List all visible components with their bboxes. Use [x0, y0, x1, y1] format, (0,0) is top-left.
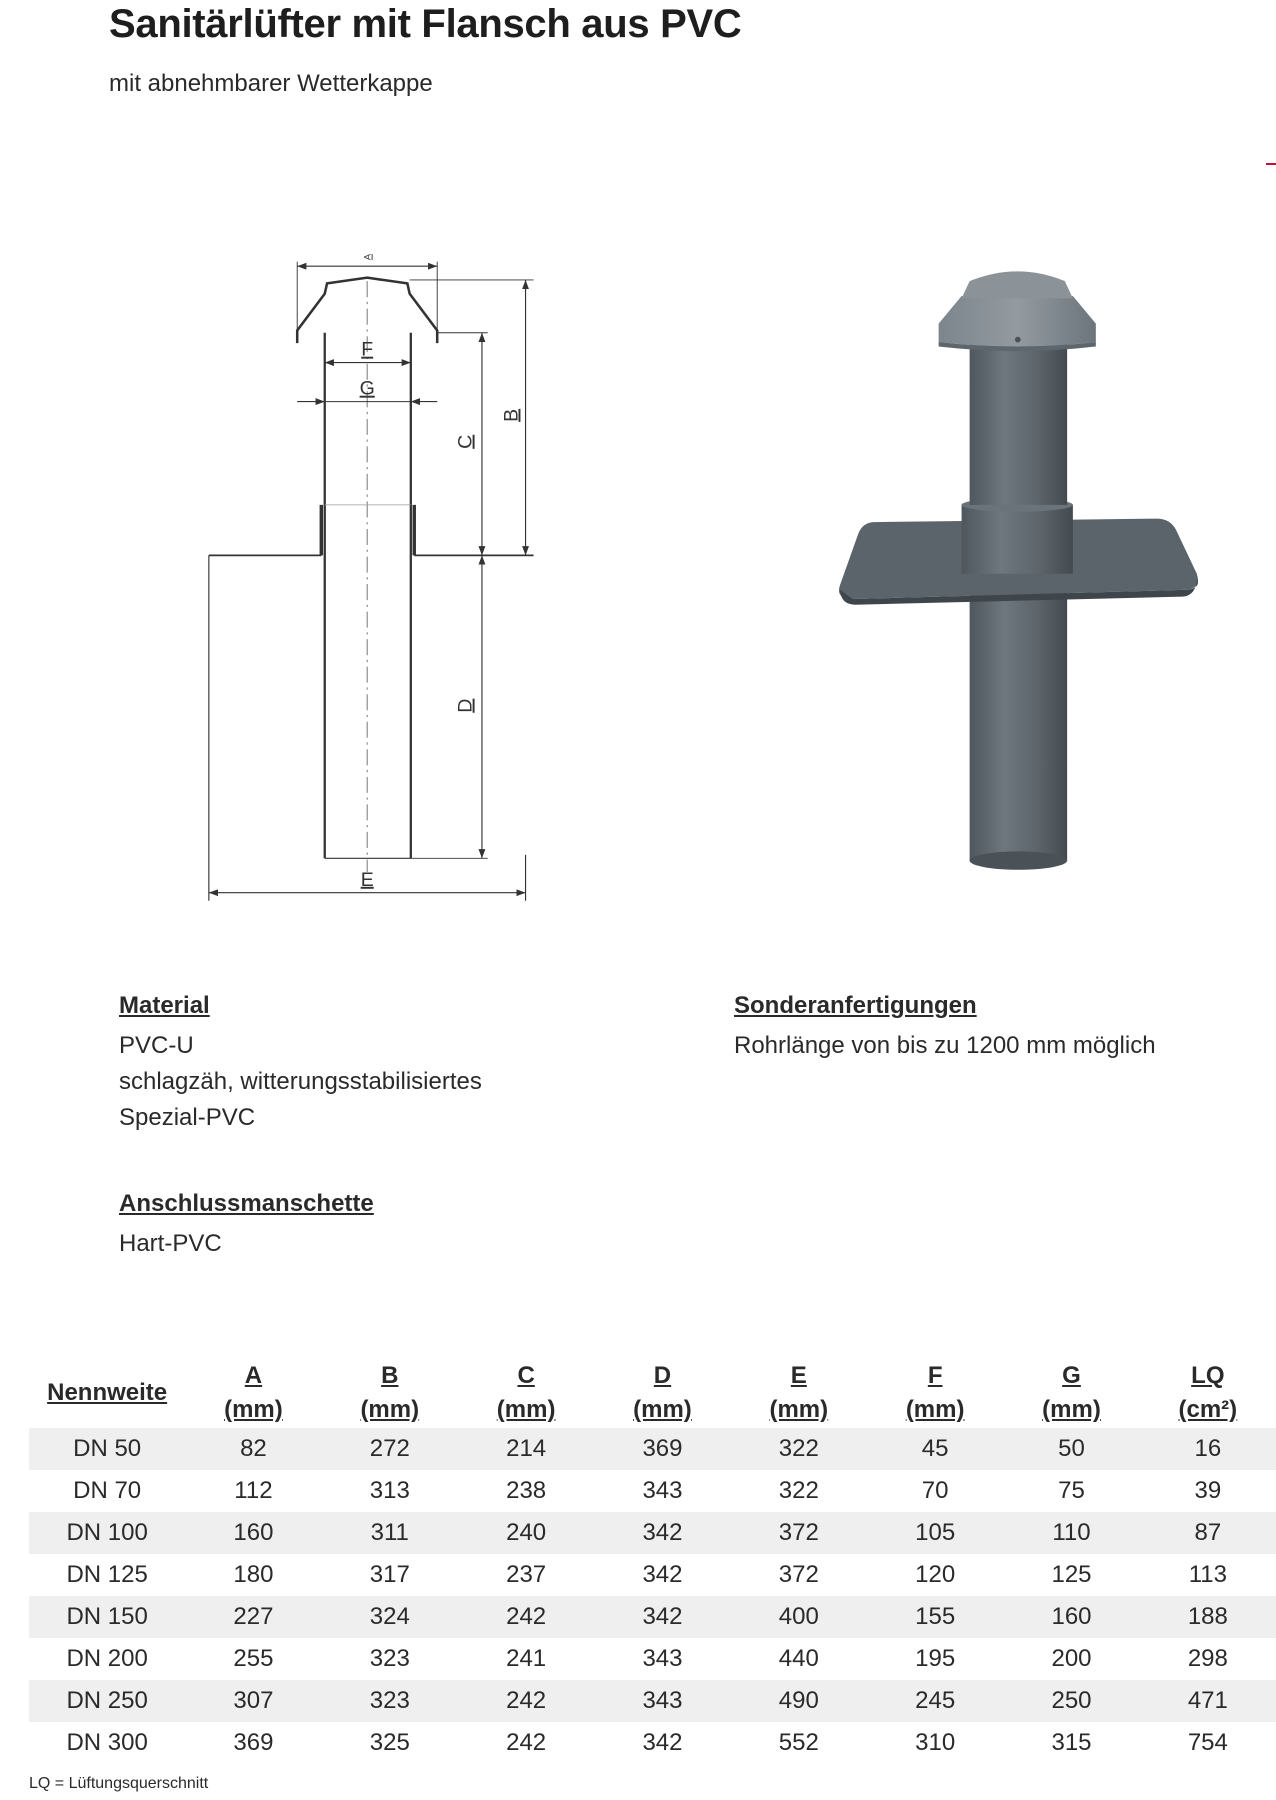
table-cell: 343 — [642, 1687, 683, 1714]
table-cell: DN 100 — [66, 1519, 148, 1546]
column-header-label: D — [653, 1362, 672, 1389]
table-cell: 325 — [369, 1729, 410, 1756]
column-header — [731, 1359, 867, 1427]
column-header — [1003, 1359, 1139, 1427]
table-row — [29, 1512, 1276, 1554]
section-heading: Material — [119, 992, 210, 1019]
table-cell: 342 — [642, 1603, 683, 1630]
table-cell: 322 — [778, 1477, 819, 1504]
table-cell: 50 — [1058, 1435, 1085, 1462]
table-header-row — [29, 1358, 1276, 1428]
table-cell: 323 — [369, 1645, 410, 1672]
table-cell: 75 — [1058, 1477, 1085, 1504]
table-cell: 70 — [921, 1477, 949, 1504]
table-cell: DN 70 — [73, 1477, 142, 1504]
table-cell: 113 — [1188, 1561, 1227, 1588]
column-header-unit: (mm) — [1042, 1396, 1101, 1423]
section-line: Rohrlänge von bis zu 1200 mm möglich — [734, 1032, 1156, 1059]
table-cell: 240 — [506, 1519, 547, 1546]
section-material — [119, 992, 482, 1136]
table-cell: 255 — [233, 1645, 274, 1672]
table-cell: 317 — [369, 1561, 410, 1588]
table-cell: 272 — [369, 1435, 410, 1462]
table-row — [29, 1470, 1276, 1512]
column-header-unit: (mm) — [769, 1396, 829, 1423]
table-cell: 238 — [506, 1477, 547, 1504]
table-cell: 342 — [642, 1729, 683, 1756]
column-header — [322, 1359, 458, 1427]
table-cell: 200 — [1051, 1645, 1092, 1672]
table-cell: DN 250 — [66, 1687, 148, 1714]
table-cell: 125 — [1051, 1561, 1092, 1588]
table-cell: 369 — [233, 1729, 274, 1756]
column-header-unit: (mm) — [360, 1396, 420, 1423]
table-cell: 490 — [778, 1687, 819, 1714]
table-cell: DN 300 — [66, 1729, 148, 1756]
table-cell: 440 — [778, 1645, 819, 1672]
column-header-label: A — [244, 1362, 263, 1389]
table-cell: 237 — [506, 1561, 547, 1588]
dim-label-a: A — [362, 253, 373, 261]
table-cell: 160 — [1051, 1603, 1092, 1630]
column-header-unit: (mm) — [633, 1396, 692, 1423]
column-header-unit: (mm) — [905, 1396, 965, 1423]
table-cell: 342 — [642, 1519, 683, 1546]
table-row — [29, 1722, 1276, 1764]
table-cell: 552 — [778, 1729, 819, 1756]
section-anschlussmanschette — [119, 1190, 374, 1262]
table-cell: 110 — [1052, 1519, 1091, 1546]
table-cell: 87 — [1194, 1519, 1222, 1546]
table-cell: 180 — [233, 1561, 274, 1588]
section-line: Hart-PVC — [119, 1230, 222, 1257]
table-cell: 343 — [642, 1477, 683, 1504]
dim-label-b: B — [500, 408, 523, 422]
table-cell: 241 — [506, 1645, 547, 1672]
section-sonderanfertigungen — [734, 992, 1156, 1064]
dim-label-g: G — [359, 377, 375, 400]
section-line: PVC-U — [119, 1032, 194, 1059]
table-cell: 120 — [915, 1561, 956, 1588]
page-title: Sanitärlüfter mit Flansch aus PVC — [109, 2, 742, 46]
table-cell: 112 — [234, 1477, 273, 1504]
table-cell: 754 — [1187, 1729, 1228, 1756]
table-row — [29, 1596, 1276, 1638]
table-cell: 369 — [642, 1435, 683, 1462]
column-header-label: B — [381, 1362, 399, 1389]
table-cell: 372 — [778, 1561, 819, 1588]
column-header — [594, 1359, 730, 1427]
table-cell: 188 — [1187, 1603, 1228, 1630]
column-header — [458, 1359, 594, 1427]
section-heading: Sonderanfertigungen — [734, 992, 977, 1019]
dim-label-e: E — [360, 868, 374, 891]
table-cell: 343 — [642, 1645, 683, 1672]
column-header — [185, 1359, 321, 1427]
table-cell: 195 — [915, 1645, 956, 1672]
table-cell: 242 — [506, 1603, 547, 1630]
section-heading: Anschlussmanschette — [119, 1190, 374, 1217]
column-header-label: LQ — [1191, 1362, 1225, 1389]
table-cell: 471 — [1187, 1687, 1228, 1714]
table-cell: 310 — [915, 1729, 956, 1756]
table-cell: 372 — [778, 1519, 819, 1546]
table-cell: 16 — [1194, 1435, 1222, 1462]
table-row — [29, 1554, 1276, 1596]
table-cell: 307 — [233, 1687, 274, 1714]
table-cell: 245 — [915, 1687, 956, 1714]
table-cell: 105 — [915, 1519, 956, 1546]
table-cell: 227 — [233, 1603, 274, 1630]
dim-label-c: C — [454, 434, 477, 449]
table-cell: 242 — [506, 1687, 547, 1714]
column-header-label: C — [517, 1362, 535, 1389]
spec-table — [29, 1358, 1276, 1764]
table-cell: 45 — [921, 1435, 949, 1462]
table-cell: 324 — [369, 1603, 410, 1630]
section-line: Spezial-PVC — [119, 1104, 256, 1131]
table-cell: 82 — [240, 1435, 267, 1462]
table-cell: DN 150 — [66, 1603, 148, 1630]
table-cell: 155 — [915, 1603, 956, 1630]
table-cell: DN 200 — [66, 1645, 148, 1672]
table-cell: 313 — [369, 1477, 410, 1504]
column-header — [29, 1376, 185, 1410]
column-header-unit: (mm) — [496, 1396, 556, 1423]
table-cell: 323 — [369, 1687, 410, 1714]
table-row — [29, 1680, 1276, 1722]
table-cell: DN 125 — [66, 1561, 148, 1588]
table-cell: 315 — [1051, 1729, 1092, 1756]
table-cell: 322 — [778, 1435, 819, 1462]
column-header — [1140, 1359, 1276, 1427]
table-cell: 250 — [1051, 1687, 1092, 1714]
table-cell: 214 — [506, 1435, 547, 1462]
product-photo — [839, 271, 1198, 869]
dim-label-f: F — [361, 338, 374, 361]
column-header-unit: (cm²) — [1178, 1396, 1238, 1423]
section-line: schlagzäh, witterungsstabilisiertes — [119, 1068, 482, 1095]
table-cell: 400 — [778, 1603, 819, 1630]
dim-label-d: D — [454, 698, 477, 713]
table-cell: DN 50 — [73, 1435, 142, 1462]
table-cell: 311 — [370, 1519, 409, 1546]
column-header-unit: (mm) — [224, 1396, 283, 1423]
page-subtitle: mit abnehmbarer Wetterkappe — [109, 70, 433, 97]
table-row — [29, 1638, 1276, 1680]
column-header-label: G — [1062, 1362, 1081, 1389]
column-header-label: E — [790, 1362, 807, 1389]
table-cell: 242 — [506, 1729, 547, 1756]
table-cell: 160 — [233, 1519, 274, 1546]
column-header — [867, 1359, 1003, 1427]
table-row — [29, 1428, 1276, 1470]
column-header-label: F — [927, 1362, 943, 1389]
table-cell: 39 — [1194, 1477, 1222, 1504]
column-header-label: Nennweite — [47, 1379, 168, 1406]
table-footnote: LQ = Lüftungsquerschnitt — [29, 1775, 209, 1792]
table-cell: 298 — [1187, 1645, 1228, 1672]
table-cell: 342 — [642, 1561, 683, 1588]
